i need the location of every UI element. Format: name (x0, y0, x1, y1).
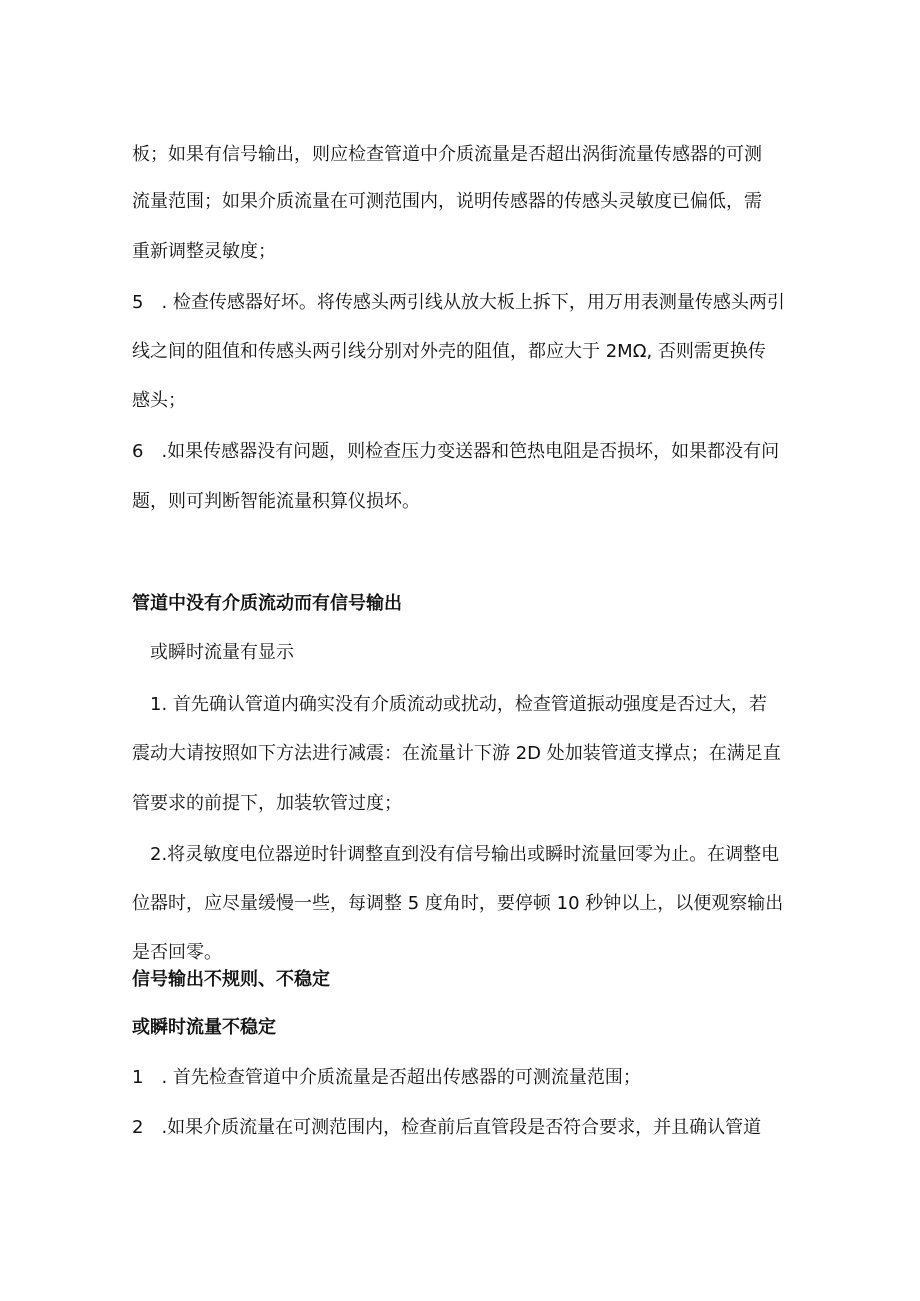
paragraph-line: 重新调整灵敏度； (132, 241, 276, 262)
paragraph-line: 位器时，应尽量缓慢一些，每调整 5 度角时，要停顿 10 秒钟以上，以便观察输出 (132, 893, 784, 914)
section-heading: 信号输出不规则、不稳定 (132, 969, 330, 990)
paragraph-line: 管要求的前提下，加装软管过度； (132, 793, 402, 814)
paragraph-line: 2.将灵敏度电位器逆时针调整直到没有信号输出或瞬时流量回零为止。在调整电 (150, 844, 780, 865)
paragraph-line: 1 . 首先检查管道中介质流量是否超出传感器的可测流量范围； (132, 1067, 641, 1088)
paragraph-line: 板；如果有信号输出，则应检查管道中介质流量是否超出涡街流量传感器的可测 (132, 144, 762, 165)
paragraph-line: 2 .如果介质流量在可测范围内，检查前后直管段是否符合要求，并且确认管道 (132, 1117, 762, 1138)
paragraph-line: 1. 首先确认管道内确实没有介质流动或扰动，检查管道振动强度是否过大，若 (150, 694, 767, 715)
section-heading: 管道中没有介质流动而有信号输出 (132, 593, 402, 614)
paragraph-line: 是否回零。 (132, 942, 222, 963)
paragraph-line: 震动大请按照如下方法进行减震：在流量计下游 2D 处加装管道支撑点；在满足直 (132, 743, 781, 764)
section-subheading: 或瞬时流量不稳定 (132, 1017, 276, 1038)
paragraph-line: 线之间的阻值和传感头两引线分别对外壳的阻值，都应大于 2MΩ, 否则需更换传 (132, 341, 766, 362)
paragraph-line: 5 . 检查传感器好坏。将传感头两引线从放大板上拆下，用万用表测量传感头两引 (132, 292, 785, 313)
paragraph-line: 6 .如果传感器没有问题，则检查压力变送器和笆热电阻是否损坏，如果都没有问 (132, 441, 780, 462)
paragraph-line: 题，则可判断智能流量积算仪损坏。 (132, 491, 420, 512)
section-subheading: 或瞬时流量有显示 (150, 642, 294, 663)
paragraph-line: 流量范围；如果介质流量在可测范围内，说明传感器的传感头灵敏度已偏低，需 (132, 191, 762, 212)
paragraph-line: 感头； (132, 390, 186, 411)
